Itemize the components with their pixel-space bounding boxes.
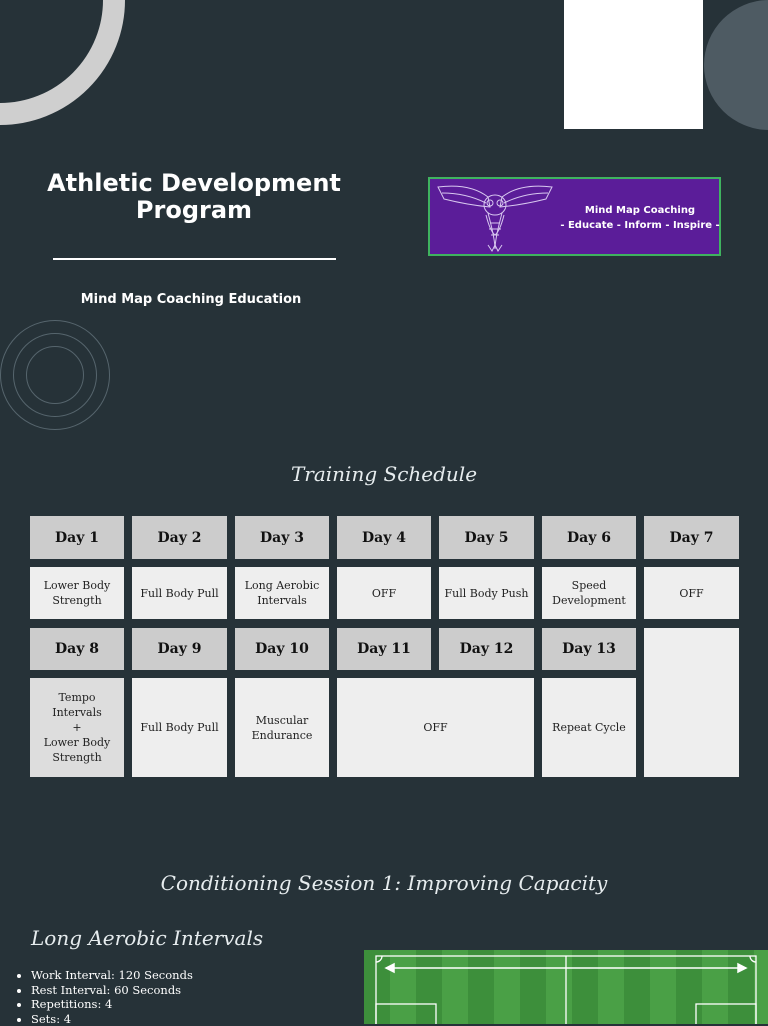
day-header: Day 6	[542, 516, 636, 559]
day-header: Day 12	[439, 628, 534, 670]
decorative-white-rectangle	[564, 0, 703, 129]
activity-cell: Repeat Cycle	[542, 678, 636, 777]
day-header: Day 13	[542, 628, 636, 670]
brand-logo	[428, 177, 721, 256]
conditioning-subheading: Long Aerobic Intervals	[31, 926, 263, 950]
activity-cell: Speed Development	[542, 567, 636, 619]
activity-line: Intervals	[52, 705, 102, 720]
activity-cell: Full Body Pull	[132, 678, 227, 777]
conditioning-heading: Conditioning Session 1: Improving Capacity	[0, 871, 768, 895]
schedule-heading: Training Schedule	[0, 462, 768, 486]
day-header: Day 8	[30, 628, 124, 670]
pitch-lines-icon	[364, 950, 768, 1024]
day-header: Day 4	[337, 516, 431, 559]
activity-cell: Full Body Pull	[132, 567, 227, 619]
decorative-ring-inner	[26, 346, 84, 404]
activity-line: Strength	[52, 750, 101, 765]
list-item: • Work Interval: 120 Seconds	[31, 968, 193, 983]
activity-cell	[30, 678, 124, 777]
logo-tagline: - Educate - Inform - Inspire -	[560, 218, 720, 233]
page-subtitle: Mind Map Coaching Education	[40, 292, 342, 307]
activity-cell: Lower Body Strength	[30, 567, 124, 619]
activity-line: Lower Body	[44, 735, 111, 750]
title-divider	[53, 258, 336, 260]
activity-line: Tempo	[58, 690, 95, 705]
decorative-gray-circle	[704, 0, 768, 130]
owl-icon	[430, 179, 560, 254]
title-line-1: Athletic Development	[40, 170, 348, 197]
pitch-illustration	[364, 950, 768, 1024]
logo-text	[560, 203, 720, 233]
day-header: Day 10	[235, 628, 329, 670]
day-header: Day 1	[30, 516, 124, 559]
activity-cell: OFF	[337, 567, 431, 619]
activity-cell: OFF	[644, 567, 739, 619]
day-header: Day 11	[337, 628, 431, 670]
day-header: Day 2	[132, 516, 227, 559]
activity-cell: Long Aerobic Intervals	[235, 567, 329, 619]
empty-cell	[644, 628, 739, 777]
page-title	[40, 170, 348, 224]
day-header: Day 9	[132, 628, 227, 670]
list-item: • Rest Interval: 60 Seconds	[31, 983, 193, 998]
activity-cell-merged: OFF	[337, 678, 534, 777]
logo-brand-name: Mind Map Coaching	[560, 203, 720, 218]
list-item: • Sets: 4	[31, 1012, 193, 1026]
decorative-arc	[0, 0, 125, 125]
title-line-2: Program	[40, 197, 348, 224]
list-item: • Repetitions: 4	[31, 997, 193, 1012]
activity-cell: Muscular Endurance	[235, 678, 329, 777]
day-header: Day 5	[439, 516, 534, 559]
day-header: Day 7	[644, 516, 739, 559]
activity-line: +	[72, 720, 81, 735]
day-header: Day 3	[235, 516, 329, 559]
activity-cell: Full Body Push	[439, 567, 534, 619]
interval-list	[18, 968, 193, 1026]
